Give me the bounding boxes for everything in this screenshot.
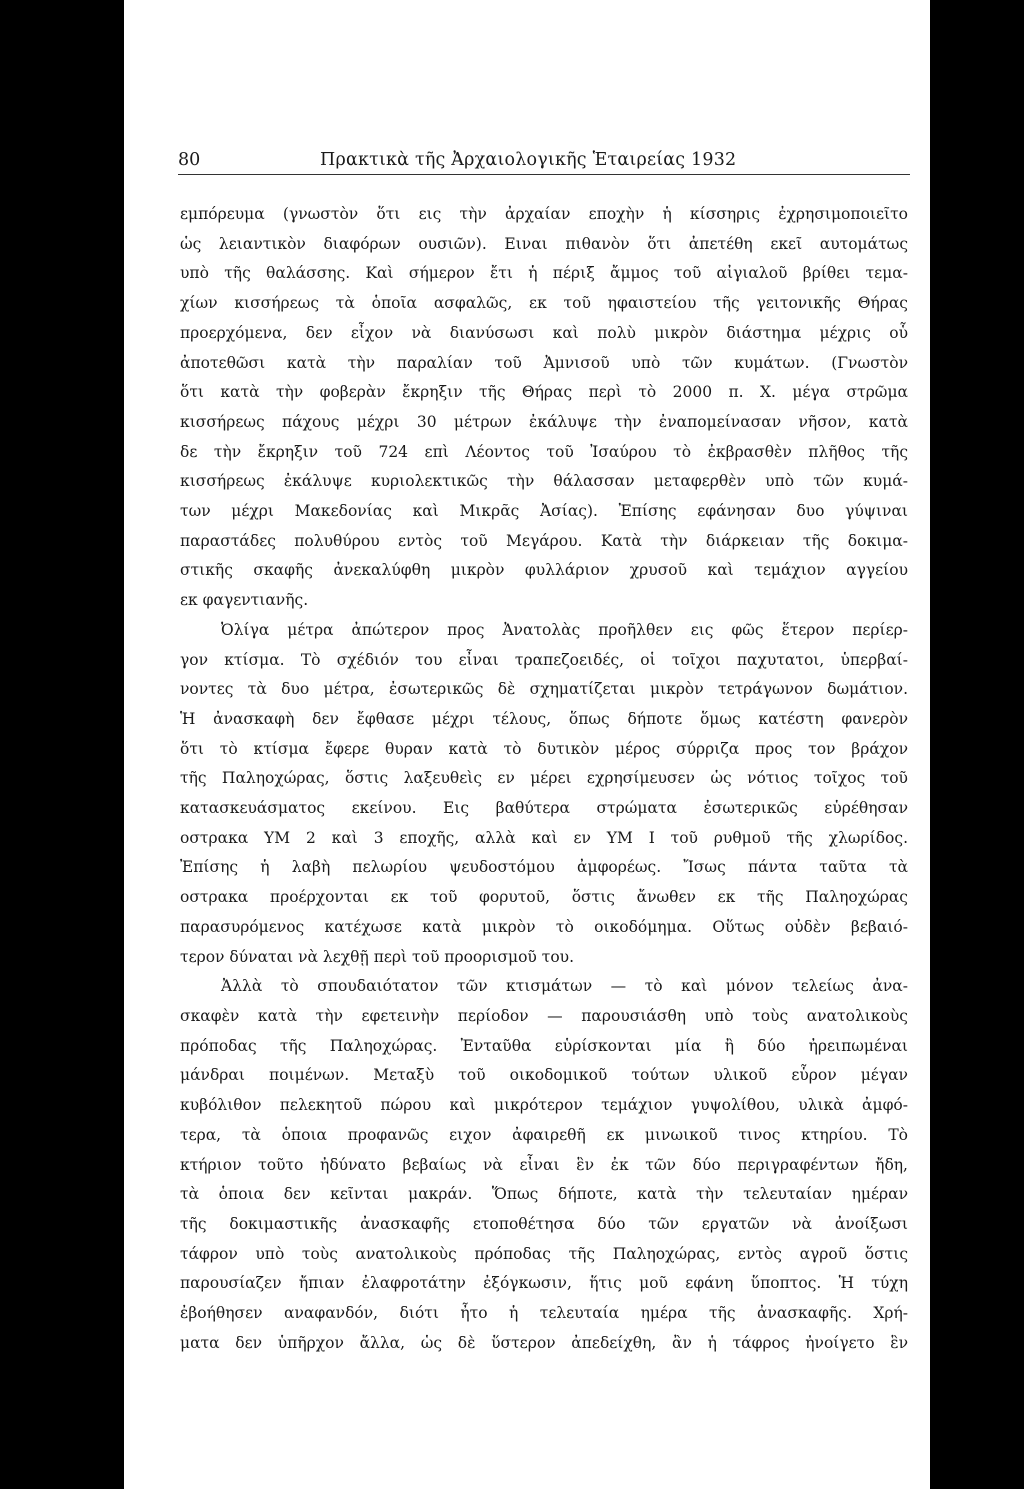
text-line: χίων κισσήρεως τὰ ὁποῖα ασφαλῶς, εκ τοῦ ηφαιστείου τῆς γειτονικῆς Θήρας [180, 294, 908, 313]
text-line: τάφρον υπὸ τοὺς ανατολικοὺς πρόποδας τῆς Παληοχώρας, εντὸς αγροῦ ὅστις [180, 1244, 908, 1263]
text-line: κυβόλιθον πελεκητοῦ πώρου καὶ μικρότερον τεμάχιον γυψολίθου, υλικὰ ἀμφό- [180, 1096, 908, 1115]
text-line: ὅτι τὸ κτίσμα ἔφερε θυραν κατὰ τὸ δυτικὸν μέρος σύρριζα προς τον βράχον [180, 739, 908, 758]
text-line: μάνδραι ποιμένων. Μεταξὺ τοῦ οικοδομικοῦ τούτων υλικοῦ εὗρον μέγαν [180, 1066, 908, 1085]
text-line: τὰ ὁποια δεν κεῖνται μακράν. Ὅπως δήποτε, κατὰ τὴν τελευταίαν ημέραν [180, 1185, 908, 1204]
text-line: εκ φαγεντιανῆς. [180, 591, 309, 610]
text-line: Ἡ ἀνασκαφὴ δεν ἔφθασε μέχρι τέλους, ὅπως δήποτε ὅμως κατέστη φανερὸν [180, 709, 908, 728]
text-line: κισσήρεως πάχους μέχρι 30 μέτρων ἐκάλυψε τὴν ἐναπομείνασαν νῆσον, κατὰ [180, 412, 908, 431]
text-line: κτήριον τοῦτο ἠδύνατο βεβαίως νὰ εἶναι ἓν ἐκ τῶν δύο περιγραφέντων ἤδη, [180, 1155, 908, 1174]
running-head [178, 144, 910, 175]
text-line: κατασκευάσματος εκείνου. Εις βαθύτερα στρώματα ἐσωτερικῶς εὑρέθησαν [180, 799, 908, 818]
text-line: παραστάδες πολυθύρου εντὸς τοῦ Μεγάρου. Κατὰ τὴν διάρκειαν τῆς δοκιμα- [180, 531, 908, 550]
text-line: ματα δεν ὑπῆρχον ἄλλα, ὡς δὲ ὕστερον ἀπεδείχθη, ἂν ἡ τάφρος ἠνοίγετο ἓν [180, 1333, 908, 1352]
text-line: των μέχρι Μακεδονίας καὶ Μικρᾶς Ἀσίας). Ἐπίσης εφάνησαν δυο γύψιναι [180, 502, 908, 521]
text-line: Ὀλίγα μέτρα ἀπώτερον προς Ἀνατολὰς προῆλθεν εις φῶς ἕτερον περίερ- [221, 620, 908, 639]
text-line: ἀποτεθῶσι κατὰ τὴν παραλίαν τοῦ Ἀμνισοῦ υπὸ τῶν κυμάτων. (Γνωστὸν [180, 353, 908, 372]
text-line: παρασυρόμενος κατέχωσε κατὰ μικρὸν τὸ οικοδόμημα. Οὕτως οὐδὲν βεβαιό- [180, 917, 908, 936]
text-line: δε τὴν ἔκρηξιν τοῦ 724 επὶ Λέοντος τοῦ Ἰσαύρου τὸ ἐκβρασθὲν πλῆθος τῆς [180, 442, 908, 461]
text-line: τερα, τὰ ὁποια προφανῶς ειχον ἀφαιρεθῆ εκ μινωικοῦ τινος κτηρίου. Τὸ [180, 1125, 908, 1144]
text-line: προερχόμενα, δεν εἶχον νὰ διανύσωσι καὶ πολὺ μικρὸν διάστημα μέχρις οὗ [180, 323, 908, 342]
text-line: εμπόρευμα (γνωστὸν ὅτι εις τὴν ἀρχαίαν εποχὴν ἡ κίσσηρις ἐχρησιμοποιεῖτο [180, 205, 908, 223]
body-text [180, 200, 908, 1358]
text-line: ὅτι κατὰ τὴν φοβερὰν ἔκρηξιν τῆς Θήρας περὶ τὸ 2000 π. Χ. μέγα στρῶμα [180, 383, 908, 402]
text-line: οστρακα ΥΜ 2 καὶ 3 εποχῆς, αλλὰ καὶ εν ΥΜ Ι τοῦ ρυθμοῦ τῆς χλωρίδος. [180, 828, 908, 847]
text-line: τῆς δοκιμαστικῆς ἀνασκαφῆς ετοποθέτησα δύο τῶν εργατῶν νὰ ἀνοίξωσι [180, 1214, 908, 1233]
text-line: υπὸ τῆς θαλάσσης. Καὶ σήμερον ἔτι ἡ πέριξ ἄμμος τοῦ αἰγιαλοῦ βρίθει τεμα- [180, 264, 908, 283]
text-line: γον κτίσμα. Τὸ σχέδιόν του εἶναι τραπεζοειδές, οἱ τοῖχοι παχυτατοι, ὑπερβαί- [180, 650, 908, 669]
text-line: τερον δύναται νὰ λεχθῇ περὶ τοῦ προορισμοῦ του. [180, 947, 575, 966]
text-line: οστρακα προέρχονται εκ τοῦ φορυτοῦ, ὅστις ἄνωθεν εκ τῆς Παληοχώρας [180, 888, 908, 907]
text-line: τῆς Παληοχώρας, ὅστις λαξευθεὶς εν μέρει εχρησίμευσεν ὡς νότιος τοῖχος τοῦ [180, 769, 908, 788]
text-line: Ἀλλὰ τὸ σπουδαιότατον τῶν κτισμάτων — τὸ καὶ μόνον τελείως ἀνα- [221, 977, 908, 996]
text-line: Ἐπίσης ἡ λαβὴ πελωρίου ψευδοστόμου ἀμφορέως. Ἴσως πάντα ταῦτα τὰ [180, 858, 908, 877]
journal-title: Πρακτικὰ τῆς Ἀρχαιολογικῆς Ἑταιρείας 1932 [320, 150, 737, 170]
text-line: πρόποδας τῆς Παληοχώρας. Ἐνταῦθα εὑρίσκονται μία ἢ δύο ἠρειπωμέναι [180, 1036, 908, 1055]
text-line: κισσήρεως ἐκάλυψε κυριολεκτικῶς τὴν θάλασσαν μεταφερθὲν υπὸ τῶν κυμά- [180, 472, 908, 491]
text-line: στικῆς σκαφῆς ἀνεκαλύφθη μικρὸν φυλλάριον χρυσοῦ καὶ τεμάχιον αγγείου [180, 561, 908, 580]
page-number: 80 [178, 150, 201, 170]
text-line: σκαφὲν κατὰ τὴν εφετεινὴν περίοδον — παρουσιάσθη υπὸ τοὺς ανατολικοὺς [180, 1006, 908, 1025]
text-line: νοντες τὰ δυο μέτρα, ἐσωτερικῶς δὲ σχηματίζεται μικρὸν τετράγωνον δωμάτιον. [180, 680, 908, 699]
text-line: ὡς λειαντικὸν διαφόρων ουσιῶν). Ειναι πιθανὸν ὅτι ἀπετέθη εκεῖ αυτομάτως [180, 234, 908, 253]
text-line: παρουσίαζεν ἤπιαν ἐλαφροτάτην ἐξόγκωσιν, ἥτις μοῦ εφάνη ὕποπτος. Ἡ τύχη [180, 1274, 908, 1293]
document-page [124, 0, 930, 1489]
text-line: ἐβοήθησεν αναφανδόν, διότι ἦτο ἡ τελευταία ημέρα τῆς ἀνασκαφῆς. Χρή- [180, 1304, 908, 1323]
